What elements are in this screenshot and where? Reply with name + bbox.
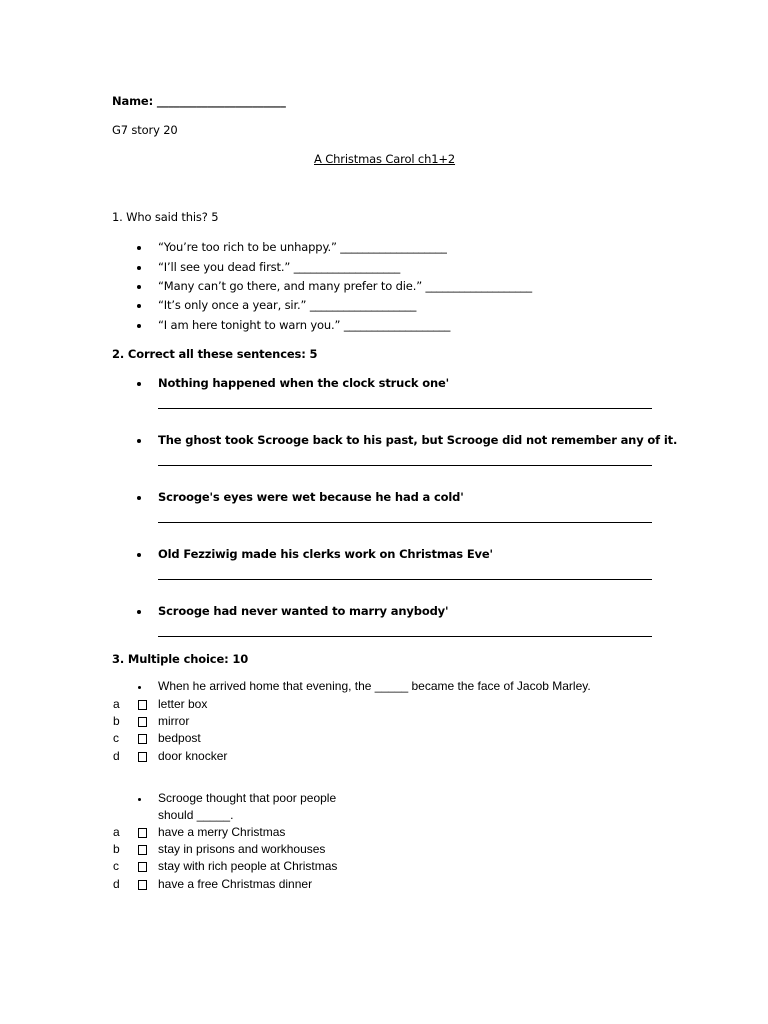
option-text: stay in prisons and workhouses <box>158 842 326 856</box>
mc-prompt-continued: should _____. <box>158 808 234 822</box>
bullet-icon <box>137 266 141 270</box>
option-letter: b <box>113 842 120 856</box>
option-letter: d <box>113 877 120 891</box>
option-letter: c <box>113 731 119 745</box>
option-letter: d <box>113 749 120 763</box>
answer-line <box>158 636 652 637</box>
mc-prompt: Scrooge thought that poor people <box>158 791 337 805</box>
option-text: have a merry Christmas <box>158 825 286 839</box>
bullet-icon <box>138 798 141 801</box>
checkbox-icon[interactable] <box>138 734 147 744</box>
q2-item: Scrooge's eyes were wet because he had a cold' <box>158 490 464 504</box>
bullet-icon <box>137 324 141 328</box>
option-letter: b <box>113 714 120 728</box>
checkbox-icon[interactable] <box>138 752 147 762</box>
page-title: A Christmas Carol ch1+2 <box>314 152 456 166</box>
checkbox-icon[interactable] <box>138 862 147 872</box>
q1-item: “Many can’t go there, and many prefer to die.” ___________________ <box>158 279 532 293</box>
bullet-icon <box>138 686 141 689</box>
class-label: G7 story 20 <box>112 123 178 137</box>
checkbox-icon[interactable] <box>138 717 147 727</box>
bullet-icon <box>137 304 141 308</box>
checkbox-icon[interactable] <box>138 845 147 855</box>
q3-heading: 3. Multiple choice: 10 <box>112 652 249 666</box>
answer-line <box>158 465 652 466</box>
bullet-icon <box>137 246 141 250</box>
checkbox-icon[interactable] <box>138 828 147 838</box>
bullet-icon <box>137 610 141 614</box>
answer-line <box>158 522 652 523</box>
q2-item: The ghost took Scrooge back to his past, but Scrooge did not remember any of it. <box>158 433 678 447</box>
option-letter: a <box>113 825 120 839</box>
q1-item: “I’ll see you dead first.” ___________________ <box>158 260 401 274</box>
q1-item: “It’s only once a year, sir.” ___________________ <box>158 298 417 312</box>
q2-item: Nothing happened when the clock struck one' <box>158 376 450 390</box>
answer-line <box>158 579 652 580</box>
option-text: stay with rich people at Christmas <box>158 859 338 873</box>
option-text: bedpost <box>158 731 201 745</box>
bullet-icon <box>137 439 141 443</box>
bullet-icon <box>137 382 141 386</box>
name-field-label: Name: _______________________ <box>112 94 286 108</box>
q1-item: “I am here tonight to warn you.” ___________________ <box>158 318 451 332</box>
checkbox-icon[interactable] <box>138 880 147 890</box>
q1-item: “You’re too rich to be unhappy.” ___________________ <box>158 240 447 254</box>
checkbox-icon[interactable] <box>138 700 147 710</box>
bullet-icon <box>137 285 141 289</box>
option-text: mirror <box>158 714 190 728</box>
option-text: door knocker <box>158 749 228 763</box>
mc-prompt: When he arrived home that evening, the _____ became the face of Jacob Marley. <box>158 679 591 693</box>
option-letter: c <box>113 859 119 873</box>
option-letter: a <box>113 697 120 711</box>
q1-heading: 1. Who said this? 5 <box>112 210 219 224</box>
q2-heading: 2. Correct all these sentences: 5 <box>112 347 318 361</box>
answer-line <box>158 408 652 409</box>
q2-item: Scrooge had never wanted to marry anybody' <box>158 604 449 618</box>
option-text: have a free Christmas dinner <box>158 877 313 891</box>
bullet-icon <box>137 496 141 500</box>
q2-item: Old Fezziwig made his clerks work on Christmas Eve' <box>158 547 493 561</box>
option-text: letter box <box>158 697 208 711</box>
bullet-icon <box>137 553 141 557</box>
